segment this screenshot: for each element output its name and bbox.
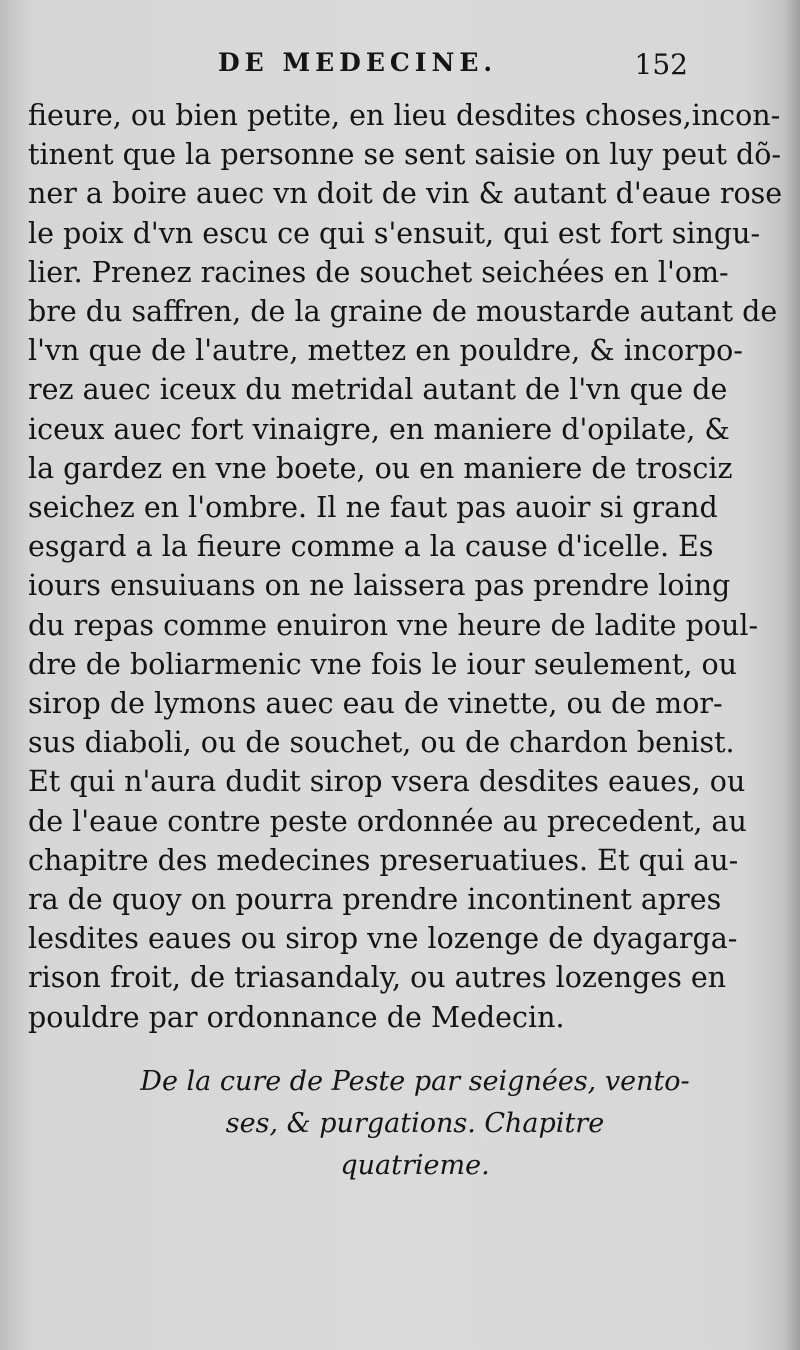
text-line: iours ensuiuans on ne laissera pas prendre loing (28, 569, 731, 603)
text-line: chapitre des medecines preseruatiues. Et qui au- (28, 843, 739, 877)
text-line: la gardez en vne boete, ou en maniere de trosciz (28, 451, 733, 485)
text-line: seichez en l'ombre. Il ne faut pas auoir si grand (28, 491, 718, 525)
text-line: iceux auec fort vinaigre, en maniere d'opilate, & (28, 412, 730, 446)
text-line: sirop de lymons auec eau de vinette, ou de mor- (28, 687, 723, 721)
chapter-heading-line: De la cure de Peste par seignées, vento- (140, 1066, 690, 1097)
text-line: Et qui n'aura dudit sirop vsera desdites eaues, ou (28, 765, 746, 799)
text-line: lier. Prenez racines de souchet seichées en l'om- (28, 255, 729, 289)
text-line: rez auec iceux du metridal autant de l'vn que de (28, 373, 728, 407)
text-line: ner a boire auec vn doit de vin & autant d'eaue rose (28, 177, 783, 211)
chapter-heading-line: ses, & purgations. Chapitre (225, 1108, 605, 1139)
body-paragraph (28, 96, 783, 1037)
text-line: sus diaboli, ou de souchet, ou de chardon benist. (28, 726, 735, 760)
page-number: 152 (634, 48, 688, 81)
text-line: rison froit, de triasandaly, ou autres lozenges en (28, 961, 727, 995)
text-line: tinent que la personne se sent saisie on luy peut dõ- (28, 138, 782, 172)
text-line: esgard a la fieure comme a la cause d'icelle. Es (28, 530, 714, 564)
chapter-heading (130, 1061, 700, 1187)
text-line: le poix d'vn escu ce qui s'ensuit, qui est fort singu- (28, 216, 761, 250)
text-line: pouldre par ordonnance de Medecin. (28, 1000, 565, 1034)
page-edge-shadow (784, 0, 800, 1350)
text-line: dre de boliarmenic vne fois le iour seulement, ou (28, 647, 737, 681)
text-line: ra de quoy on pourra prendre incontinent apres (28, 883, 722, 917)
text-line: du repas comme enuiron vne heure de ladite poul- (28, 608, 759, 642)
text-line: lesdites eaues ou sirop vne lozenge de dyagarga- (28, 922, 738, 956)
running-head (218, 48, 688, 84)
text-line: de l'eaue contre peste ordonnée au precedent, au (28, 804, 747, 838)
text-line: bre du saffren, de la graine de moustarde autant de (28, 295, 778, 329)
text-line: fieure, ou bien petite, en lieu desdites choses,incon- (28, 99, 781, 132)
chapter-heading-line: quatrieme. (340, 1150, 490, 1181)
running-title: DE MEDECINE. (218, 48, 498, 77)
text-line: l'vn que de l'autre, mettez en pouldre, & incorpo- (28, 334, 743, 368)
